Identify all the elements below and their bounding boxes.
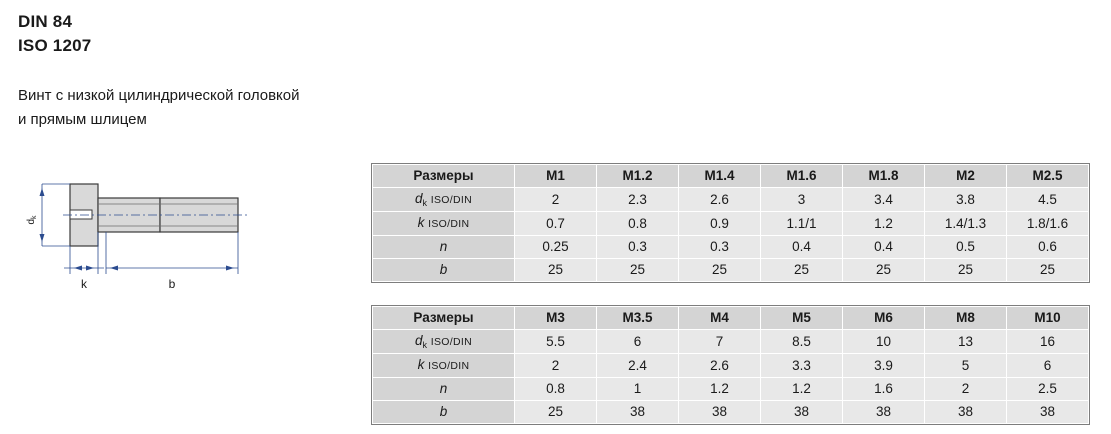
table1-r0c6: 4.5 xyxy=(1007,188,1089,212)
table2-r3c1: 38 xyxy=(597,401,679,424)
table1-r2c1: 0.3 xyxy=(597,236,679,259)
table1-r0c4: 3.4 xyxy=(843,188,925,212)
table1-r2c3: 0.4 xyxy=(761,236,843,259)
table1-r1c0: 0.7 xyxy=(515,212,597,236)
dimension-label-dk: $d_k$ xyxy=(26,215,38,225)
table1-r2c6: 0.6 xyxy=(1007,236,1089,259)
screw-technical-drawing xyxy=(8,170,278,295)
table1-r3c4: 25 xyxy=(843,259,925,282)
table1-col-2: M1.4 xyxy=(679,165,761,188)
table2-row2-label: n xyxy=(373,378,515,401)
table2-r3c5: 38 xyxy=(925,401,1007,424)
table2-col-2: M4 xyxy=(679,307,761,330)
table1-r0c5: 3.8 xyxy=(925,188,1007,212)
table-row xyxy=(373,236,1089,259)
table1-row0-label: $d_k$ ISO/DIN xyxy=(373,188,515,212)
table2-header-label: Размеры xyxy=(373,307,515,330)
standard-din: DIN 84 xyxy=(18,12,73,31)
table2-col-1: M3.5 xyxy=(597,307,679,330)
table1-r1c5: 1.4/1.3 xyxy=(925,212,1007,236)
table2-r0c3: 8.5 xyxy=(761,330,843,354)
table1-col-5: M2 xyxy=(925,165,1007,188)
table2-row0-label: $d_k$ ISO/DIN xyxy=(373,330,515,354)
table1-col-3: M1.6 xyxy=(761,165,843,188)
table2-r0c0: 5.5 xyxy=(515,330,597,354)
table-row xyxy=(373,188,1089,212)
table2-r3c4: 38 xyxy=(843,401,925,424)
table-header-row xyxy=(373,307,1089,330)
product-description xyxy=(18,84,358,132)
dimensions-table-large xyxy=(372,306,1089,424)
table2-row3-label: b xyxy=(373,401,515,424)
table2-r0c1: 6 xyxy=(597,330,679,354)
dimensions-table-small xyxy=(372,164,1089,282)
table1-r3c3: 25 xyxy=(761,259,843,282)
spec-table-1 xyxy=(372,164,1089,282)
table2-r0c6: 16 xyxy=(1007,330,1089,354)
table2-r1c2: 2.6 xyxy=(679,354,761,378)
table1-r2c2: 0.3 xyxy=(679,236,761,259)
table1-col-1: M1.2 xyxy=(597,165,679,188)
table1-r2c0: 0.25 xyxy=(515,236,597,259)
table-row xyxy=(373,212,1089,236)
standard-title xyxy=(18,10,358,58)
table-header-row xyxy=(373,165,1089,188)
table1-r3c0: 25 xyxy=(515,259,597,282)
table1-r0c0: 2 xyxy=(515,188,597,212)
table2-r2c1: 1 xyxy=(597,378,679,401)
table2-row1-label: k ISO/DIN xyxy=(373,354,515,378)
table1-col-6: M2.5 xyxy=(1007,165,1089,188)
table2-r2c5: 2 xyxy=(925,378,1007,401)
table2-r0c4: 10 xyxy=(843,330,925,354)
table1-header-label: Размеры xyxy=(373,165,515,188)
table1-r2c4: 0.4 xyxy=(843,236,925,259)
table1-r1c6: 1.8/1.6 xyxy=(1007,212,1089,236)
table2-col-6: M10 xyxy=(1007,307,1089,330)
table1-r0c2: 2.6 xyxy=(679,188,761,212)
table1-row1-label: k ISO/DIN xyxy=(373,212,515,236)
table1-r0c3: 3 xyxy=(761,188,843,212)
table2-r1c3: 3.3 xyxy=(761,354,843,378)
table1-r3c5: 25 xyxy=(925,259,1007,282)
table2-col-3: M5 xyxy=(761,307,843,330)
table2-r3c6: 38 xyxy=(1007,401,1089,424)
table-row xyxy=(373,354,1089,378)
table2-r1c0: 2 xyxy=(515,354,597,378)
table1-col-4: M1.8 xyxy=(843,165,925,188)
description-line-1: Винт с низкой цилиндрической головкой xyxy=(18,87,300,104)
description-line-2: и прямым шлицем xyxy=(18,111,147,128)
dimension-label-b: b xyxy=(168,277,176,291)
table2-col-4: M6 xyxy=(843,307,925,330)
table2-r3c2: 38 xyxy=(679,401,761,424)
table2-r2c4: 1.6 xyxy=(843,378,925,401)
standard-iso: ISO 1207 xyxy=(18,36,92,55)
table1-r0c1: 2.3 xyxy=(597,188,679,212)
table2-r1c1: 2.4 xyxy=(597,354,679,378)
table1-r1c2: 0.9 xyxy=(679,212,761,236)
table1-r1c1: 0.8 xyxy=(597,212,679,236)
header-block xyxy=(18,10,358,132)
table2-r1c5: 5 xyxy=(925,354,1007,378)
table-row xyxy=(373,259,1089,282)
table2-r1c6: 6 xyxy=(1007,354,1089,378)
table2-r1c4: 3.9 xyxy=(843,354,925,378)
table1-r3c6: 25 xyxy=(1007,259,1089,282)
table2-r3c3: 38 xyxy=(761,401,843,424)
table2-r2c0: 0.8 xyxy=(515,378,597,401)
table1-r3c1: 25 xyxy=(597,259,679,282)
table2-col-5: M8 xyxy=(925,307,1007,330)
table1-row2-label: n xyxy=(373,236,515,259)
table1-r3c2: 25 xyxy=(679,259,761,282)
table2-r0c5: 13 xyxy=(925,330,1007,354)
table1-r2c5: 0.5 xyxy=(925,236,1007,259)
dimension-label-k: k xyxy=(81,277,87,291)
table2-r2c3: 1.2 xyxy=(761,378,843,401)
spec-table-2 xyxy=(372,306,1089,424)
table-row xyxy=(373,401,1089,424)
table1-r1c3: 1.1/1 xyxy=(761,212,843,236)
table2-r2c2: 1.2 xyxy=(679,378,761,401)
table1-row3-label: b xyxy=(373,259,515,282)
table2-r0c2: 7 xyxy=(679,330,761,354)
table-row xyxy=(373,330,1089,354)
table-row xyxy=(373,378,1089,401)
table1-col-0: M1 xyxy=(515,165,597,188)
table2-r3c0: 25 xyxy=(515,401,597,424)
table2-r2c6: 2.5 xyxy=(1007,378,1089,401)
table2-col-0: M3 xyxy=(515,307,597,330)
table1-r1c4: 1.2 xyxy=(843,212,925,236)
dimension-b xyxy=(106,232,238,274)
